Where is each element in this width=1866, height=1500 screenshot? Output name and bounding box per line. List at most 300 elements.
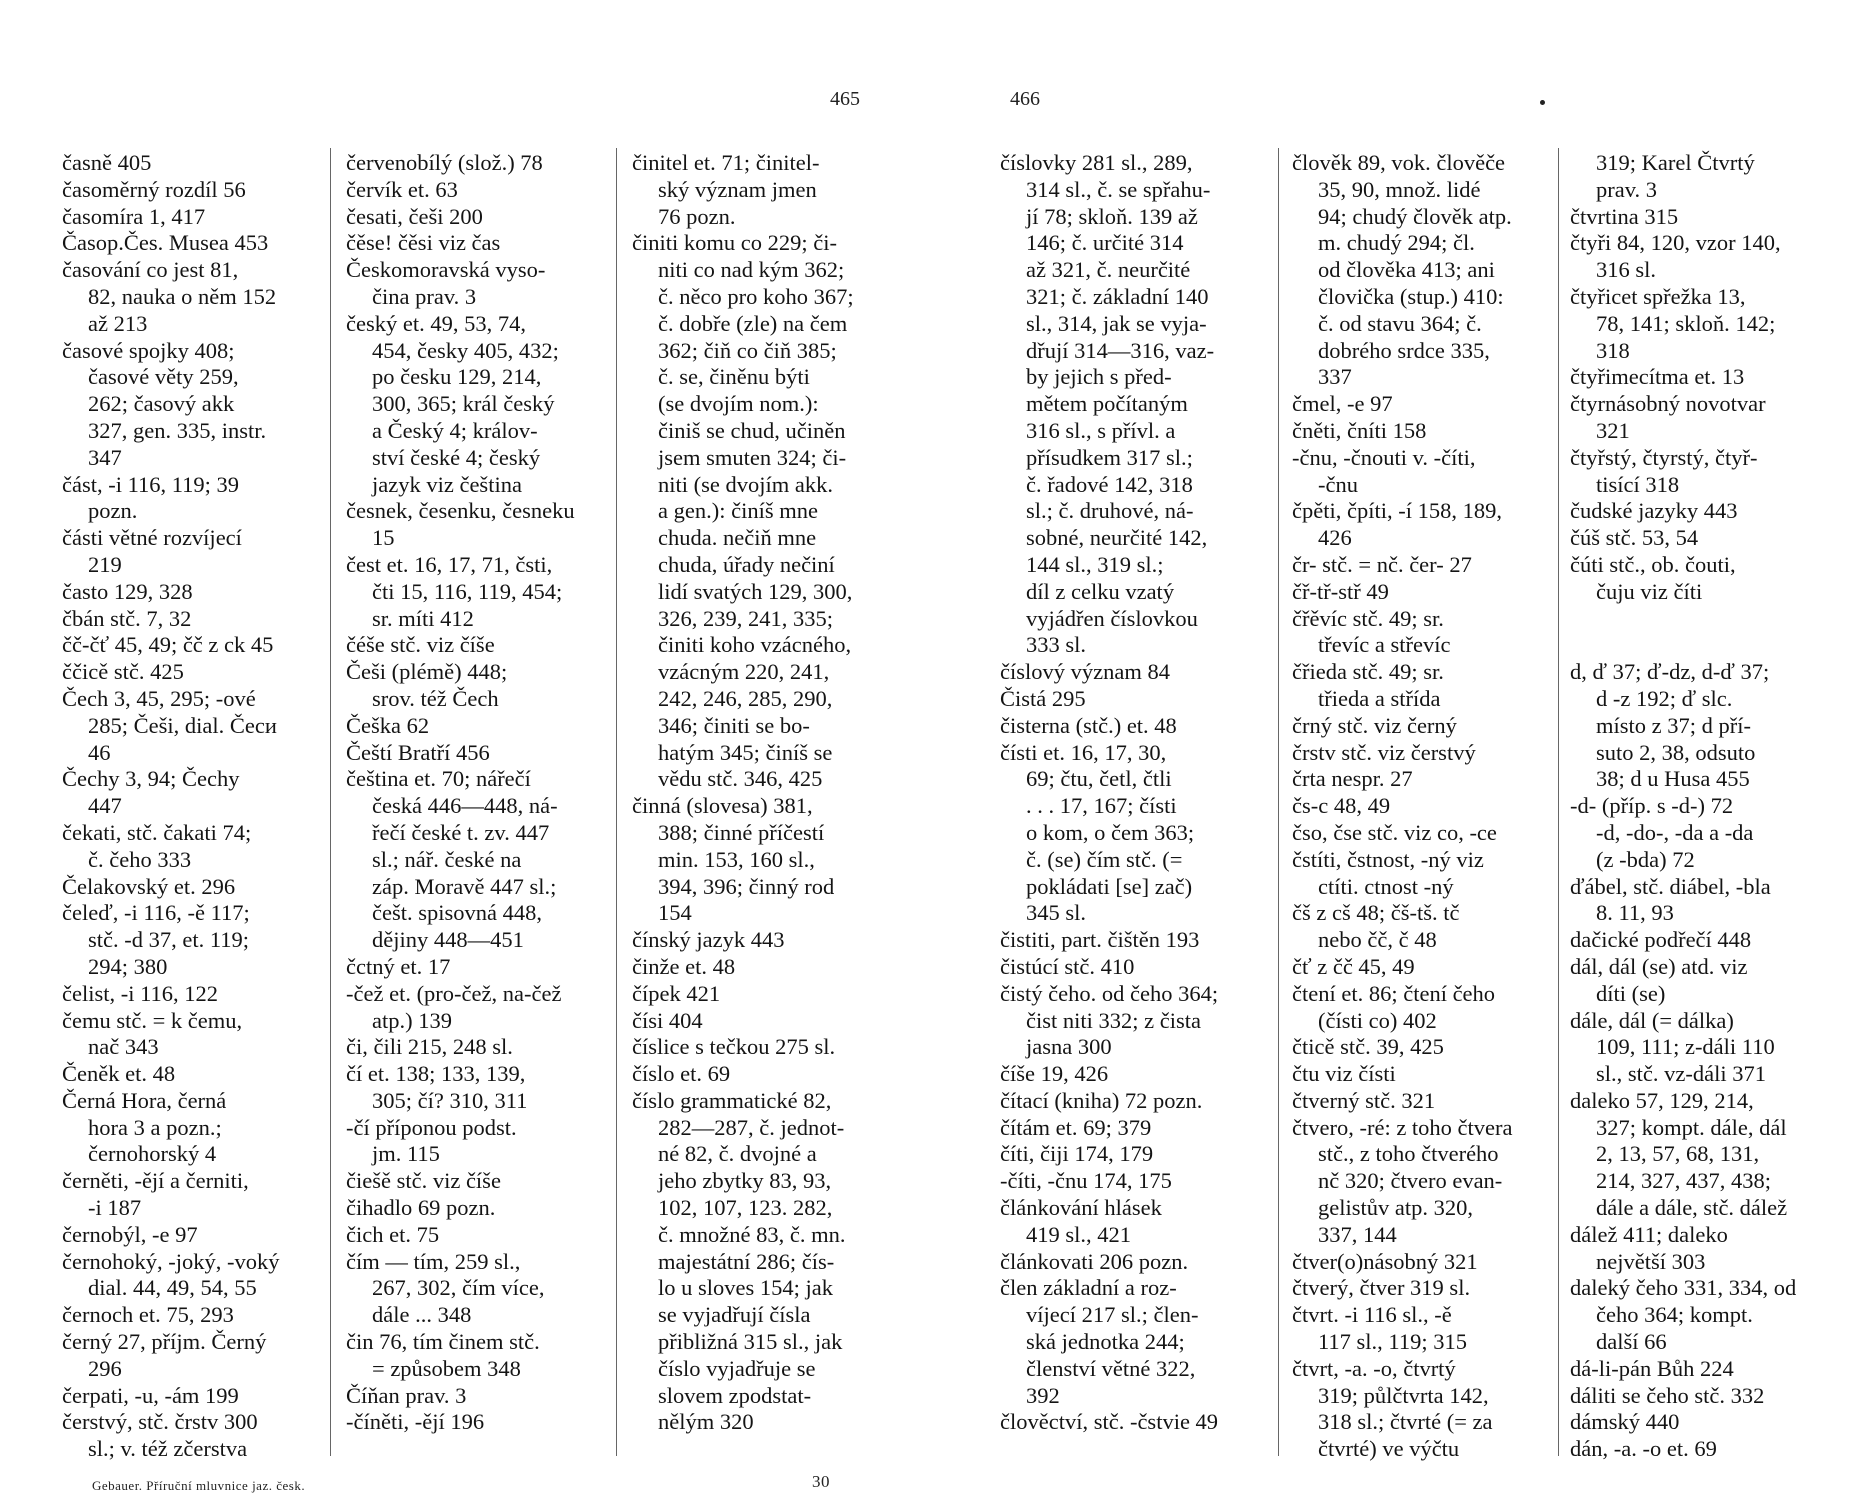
index-line: niti (se dvojím akk.: [658, 471, 833, 497]
index-line: č. (se) čím stč. (=: [1026, 846, 1183, 872]
index-line: dobrého srdce 335,: [1318, 337, 1490, 363]
index-column: [1000, 150, 1218, 1436]
index-line: m. chudý 294; čl.: [1318, 230, 1475, 256]
index-line: největší 303: [1596, 1248, 1706, 1274]
index-line: 337: [1318, 364, 1352, 390]
index-line: čuju viz číti: [1596, 578, 1703, 604]
index-line: pozn.: [88, 498, 138, 524]
index-line: číslo vyjadřuje se: [658, 1355, 816, 1381]
index-line: 319; půlčtvrta 142,: [1318, 1382, 1489, 1408]
index-line: 76 pozn.: [658, 203, 736, 229]
index-line: č. od stavu 364; č.: [1318, 310, 1482, 336]
index-line: a gen.): činíš mne: [658, 498, 818, 524]
index-line: činiš se chud, učiněn: [658, 417, 846, 443]
index-line: čúš stč. 53, 54: [1570, 525, 1699, 551]
index-line: červík et. 63: [346, 176, 458, 202]
index-line: [1570, 632, 1796, 659]
index-line: čtvrt. -i 116 sl., -ě: [1292, 1302, 1452, 1328]
index-line: 419 sl., 421: [1026, 1221, 1132, 1247]
column-divider: [616, 148, 617, 1456]
index-line: čípek 421: [632, 980, 721, 1006]
index-line: 285; Češi, dial. Čeси: [88, 712, 277, 738]
index-line: čudské jazyky 443: [1570, 498, 1738, 524]
index-line: čéše stč. viz číše: [346, 632, 495, 658]
index-line: řečí české t. zv. 447: [372, 819, 550, 845]
index-line: po česku 129, 214,: [372, 364, 542, 390]
index-line: Čistá 295: [1000, 685, 1086, 711]
index-line: člověk 89, vok. člověče: [1292, 150, 1506, 175]
index-line: Čech 3, 45, 295; -ové: [62, 685, 256, 711]
index-line: čřěvíc stč. 49; sr.: [1292, 605, 1444, 631]
index-line: -číti, -čnu 174, 175: [1000, 1168, 1172, 1194]
index-line: d -z 192; ď slc.: [1596, 685, 1733, 711]
index-line: dáliti se čeho stč. 332: [1570, 1382, 1765, 1408]
index-line: čtyřicet spřežka 13,: [1570, 283, 1746, 309]
index-line: -d- (příp. s -d-) 72: [1570, 793, 1734, 819]
index-line: 242, 246, 285, 290,: [658, 685, 833, 711]
index-line: čelist, -i 116, 122: [62, 980, 219, 1006]
index-line: vzácným 220, 241,: [658, 659, 830, 685]
index-line: se vyjadřují čísla: [658, 1302, 811, 1328]
index-line: [1570, 606, 1796, 633]
index-line: ďábel, stč. diábel, -bla: [1570, 873, 1771, 899]
index-line: 69; čtu, četl, čtli: [1026, 766, 1172, 792]
index-line: (čísti co) 402: [1318, 1007, 1437, 1033]
index-line: čím — tím, 259 sl.,: [346, 1248, 521, 1274]
index-line: černěti, -ějí a černiti,: [62, 1168, 249, 1194]
index-line: 146; č. určité 314: [1026, 230, 1184, 256]
index-line: číslo grammatické 82,: [632, 1087, 832, 1113]
index-line: čeleď, -i 116, -ě 117;: [62, 900, 250, 926]
index-line: čť z čč 45, 49: [1292, 953, 1415, 979]
index-line: nělým 320: [658, 1409, 754, 1435]
index-line: črta nespr. 27: [1292, 766, 1413, 792]
index-line: 346; činiti se bo-: [658, 712, 810, 738]
index-line: čbán stč. 7, 32: [62, 605, 192, 631]
index-line: -čí příponou podst.: [346, 1114, 517, 1140]
index-line: čti 15, 116, 119, 454;: [372, 578, 563, 604]
index-line: vědu stč. 346, 425: [658, 766, 823, 792]
index-line: čisterna (stč.) et. 48: [1000, 712, 1177, 738]
index-line: čtyřimecítma et. 13: [1570, 364, 1745, 390]
index-line: 154: [658, 900, 692, 926]
ink-dot: [1540, 100, 1545, 105]
index-line: čúti stč., ob. čouti,: [1570, 551, 1736, 577]
index-line: dačické podřečí 448: [1570, 927, 1752, 953]
index-line: 333 sl.: [1026, 632, 1087, 658]
index-line: česati, češi 200: [346, 203, 483, 229]
index-line: dál, dál (se) atd. viz: [1570, 953, 1748, 979]
index-line: . . . 17, 167; čísti: [1026, 793, 1177, 819]
index-line: čtyři 84, 120, vzor 140,: [1570, 230, 1781, 256]
index-line: 15: [372, 525, 395, 551]
index-line: časoměrný rozdíl 56: [62, 176, 246, 202]
index-line: časování co jest 81,: [62, 257, 239, 283]
index-line: -čnu, -čnouti v. -číti,: [1292, 444, 1476, 470]
index-line: čr- stč. = nč. čer- 27: [1292, 551, 1472, 577]
index-line: český et. 49, 53, 74,: [346, 310, 526, 336]
index-line: 117 sl., 119; 315: [1318, 1329, 1467, 1355]
index-line: čerstvý, stč. črstv 300: [62, 1409, 258, 1435]
index-column: [1570, 150, 1796, 1463]
index-line: jsem smuten 324; či-: [658, 444, 847, 470]
index-line: česnek, česenku, česneku: [346, 498, 575, 524]
index-line: části větné rozvíjecí: [62, 525, 242, 551]
index-line: čso, čse stč. viz co, -ce: [1292, 819, 1497, 845]
index-line: 219: [88, 551, 122, 577]
index-line: dále a dále, stč. dálež: [1596, 1195, 1788, 1221]
column-divider: [1278, 148, 1279, 1456]
index-line: černobýl, -e 97: [62, 1221, 198, 1247]
index-line: čř-tř-stř 49: [1292, 578, 1389, 604]
index-line: číslice s tečkou 275 sl.: [632, 1034, 836, 1060]
index-line: Čeněk et. 48: [62, 1061, 176, 1087]
index-line: česká 446—448, ná-: [372, 793, 558, 819]
index-line: 316 sl.: [1596, 257, 1657, 283]
index-line: mětem počítaným: [1026, 391, 1188, 417]
index-line: 318 sl.; čtvrté (= za: [1318, 1409, 1493, 1435]
index-line: časové věty 259,: [88, 364, 239, 390]
index-line: srov. též Čech: [372, 685, 499, 711]
index-line: o kom, o čem 363;: [1026, 819, 1195, 845]
index-line: č. se, činěnu býti: [658, 364, 810, 390]
column-divider: [330, 148, 331, 1456]
index-line: čš z cš 48; čš-tš. tč: [1292, 900, 1460, 926]
index-line: čina prav. 3: [372, 283, 477, 309]
index-line: a Český 4; králov-: [372, 417, 538, 443]
index-line: 326, 239, 241, 335;: [658, 605, 834, 631]
index-line: (se dvojím nom.):: [658, 391, 819, 417]
index-line: 362; čiň co čiň 385;: [658, 337, 837, 363]
index-line: čistý čeho. od čeho 364;: [1000, 980, 1219, 1006]
index-line: 319; Karel Čtvrtý: [1596, 150, 1755, 175]
index-line: črný stč. viz černý: [1292, 712, 1457, 738]
index-line: dějiny 448—451: [372, 927, 524, 953]
index-line: 144 sl., 319 sl.;: [1026, 551, 1164, 577]
index-line: hatým 345; činíš se: [658, 739, 833, 765]
index-line: čí et. 138; 133, 139,: [346, 1061, 526, 1087]
index-line: třieda a střída: [1318, 685, 1441, 711]
index-line: Číňan prav. 3: [346, 1382, 467, 1408]
index-line: záp. Moravě 447 sl.;: [372, 873, 557, 899]
index-line: čmel, -e 97: [1292, 391, 1393, 417]
index-column: [632, 150, 854, 1436]
index-line: čítám et. 69; 379: [1000, 1114, 1152, 1140]
index-line: 318: [1596, 337, 1630, 363]
index-line: Čechy 3, 94; Čechy: [62, 766, 240, 792]
index-line: část, -i 116, 119; 39: [62, 471, 240, 497]
index-line: číti, čiji 174, 179: [1000, 1141, 1154, 1167]
index-line: článkovati 206 pozn.: [1000, 1248, 1189, 1274]
index-line: -čež et. (pro-čež, na-čež: [346, 980, 562, 1006]
index-line: čeho 364; kompt.: [1596, 1302, 1753, 1328]
index-line: daleko 57, 129, 214,: [1570, 1087, 1754, 1113]
index-line: čřieda stč. 49; sr.: [1292, 659, 1444, 685]
index-line: 388; činné příčestí: [658, 819, 825, 845]
index-line: díti (se): [1596, 980, 1666, 1006]
index-line: místo z 37; d pří-: [1596, 712, 1751, 738]
index-line: činitel et. 71; činitel-: [632, 150, 820, 175]
index-line: 345 sl.: [1026, 900, 1087, 926]
index-line: od člověka 413; ani: [1318, 257, 1495, 283]
index-line: ččicě stč. 425: [62, 659, 184, 685]
index-line: jí 78; skloň. 139 až: [1026, 203, 1198, 229]
index-line: 214, 327, 437, 438;: [1596, 1168, 1772, 1194]
index-line: sl.; nář. české na: [372, 846, 522, 872]
index-line: č. něco pro koho 367;: [658, 283, 854, 309]
index-line: 2, 13, 57, 68, 131,: [1596, 1141, 1760, 1167]
index-line: vyjádřen číslovkou: [1026, 605, 1198, 631]
index-line: Čelakovský et. 296: [62, 873, 236, 899]
index-line: černoch et. 75, 293: [62, 1302, 234, 1328]
index-line: Češka 62: [346, 712, 430, 738]
column-divider: [1558, 148, 1559, 1456]
index-line: 305; čí? 310, 311: [372, 1087, 528, 1113]
index-line: č. dobře (zle) na čem: [658, 310, 848, 336]
index-line: časové spojky 408;: [62, 337, 235, 363]
index-line: 392: [1026, 1382, 1060, 1408]
index-line: čemu stč. = k čemu,: [62, 1007, 243, 1033]
index-line: časně 405: [62, 150, 152, 175]
index-line: stč. -d 37, et. 119;: [88, 927, 250, 953]
index-line: 102, 107, 123. 282,: [658, 1195, 833, 1221]
index-line: čísti et. 16, 17, 30,: [1000, 739, 1167, 765]
index-line: nač 343: [88, 1034, 159, 1060]
index-line: sr. míti 412: [372, 605, 474, 631]
index-line: Češi (plémě) 448;: [346, 659, 508, 685]
index-line: až 321, č. neurčité: [1026, 257, 1191, 283]
index-line: čticě stč. 39, 425: [1292, 1034, 1444, 1060]
index-line: činiti koho vzácného,: [658, 632, 852, 658]
index-line: časomíra 1, 417: [62, 203, 206, 229]
index-line: článkování hlásek: [1000, 1195, 1162, 1221]
index-line: čínský jazyk 443: [632, 927, 785, 953]
index-line: min. 153, 160 sl.,: [658, 846, 815, 872]
index-line: č. množné 83, č. mn.: [658, 1221, 846, 1247]
index-line: 294; 380: [88, 953, 168, 979]
footer-title: Gebauer. Příruční mluvnice jaz. česk.: [92, 1478, 306, 1493]
index-line: často 129, 328: [62, 578, 193, 604]
index-line: jm. 115: [372, 1141, 440, 1167]
index-line: dial. 44, 49, 54, 55: [88, 1275, 257, 1301]
index-line: 447: [88, 793, 122, 819]
index-line: pokládati [se] zač): [1026, 873, 1193, 899]
index-line: chuda. nečiň mne: [658, 525, 817, 551]
index-line: Černá Hora, černá: [62, 1087, 227, 1113]
index-line: čč-čť 45, 49; čč z ck 45: [62, 632, 274, 658]
index-line: 46: [88, 739, 111, 765]
index-line: 337, 144: [1318, 1221, 1397, 1247]
index-line: číslo et. 69: [632, 1061, 731, 1087]
index-line: 454, česky 405, 432;: [372, 337, 559, 363]
index-line: čtverný stč. 321: [1292, 1087, 1436, 1113]
index-line: daleký čeho 331, 334, od: [1570, 1275, 1797, 1301]
index-line: 296: [88, 1355, 122, 1381]
index-line: čctný et. 17: [346, 953, 451, 979]
index-line: slovem zpodstat-: [658, 1382, 812, 1408]
index-line: češt. spisovná 448,: [372, 900, 542, 926]
index-line: čich et. 75: [346, 1221, 440, 1247]
index-line: čekati, stč. čakati 74;: [62, 819, 252, 845]
index-line: čistiti, part. čištěn 193: [1000, 927, 1200, 953]
index-line: hora 3 a pozn.;: [88, 1114, 222, 1140]
page-number: 465: [830, 88, 860, 110]
index-line: či, čili 215, 248 sl.: [346, 1034, 513, 1060]
index-line: čin 76, tím činem stč.: [346, 1329, 540, 1355]
index-line: čtverý, čtver 319 sl.: [1292, 1275, 1471, 1301]
index-line: nč 320; čtvero evan-: [1318, 1168, 1503, 1194]
index-line: černohoký, -joký, -voký: [62, 1248, 280, 1274]
index-line: 300, 365; král český: [372, 391, 555, 417]
index-line: člověctví, stč. -čstvie 49: [1000, 1409, 1219, 1435]
index-line: d, ď 37; ď-dz, d-ď 37;: [1570, 659, 1770, 685]
index-line: lidí svatých 129, 300,: [658, 578, 853, 604]
index-line: dálež 411; daleko: [1570, 1221, 1728, 1247]
index-line: 314 sl., č. se spřahu-: [1026, 176, 1211, 202]
index-line: 316 sl., s přívl. a: [1026, 417, 1176, 443]
index-line: dá-li-pán Bůh 224: [1570, 1355, 1734, 1381]
index-line: atp.) 139: [372, 1007, 452, 1033]
index-line: červenobílý (slož.) 78: [346, 150, 543, 175]
index-line: přísudkem 317 sl.;: [1026, 444, 1193, 470]
index-line: Českomoravská vyso-: [346, 257, 546, 283]
index-line: ctíti. ctnost -ný: [1318, 873, 1454, 899]
index-line: čtyřstý, čtyrstý, čtyř-: [1570, 444, 1758, 470]
index-line: 327, gen. 335, instr.: [88, 417, 267, 443]
index-line: suto 2, 38, odsuto: [1596, 739, 1756, 765]
index-line: sl.; v. též zčerstva: [88, 1436, 248, 1462]
index-line: ství české 4; český: [372, 444, 541, 470]
index-line: majestátní 286; čís-: [658, 1248, 835, 1274]
index-line: černohorský 4: [88, 1141, 217, 1167]
index-line: čtu viz čísti: [1292, 1061, 1396, 1087]
index-line: sl., 314, jak se vyja-: [1026, 310, 1207, 336]
index-line: 94; chudý člověk atp.: [1318, 203, 1512, 229]
index-line: 78, 141; skloň. 142;: [1596, 310, 1776, 336]
index-line: sl.; č. druhové, ná-: [1026, 498, 1194, 524]
index-line: přibližná 315 sl., jak: [658, 1329, 843, 1355]
index-line: dřují 314—316, vaz-: [1026, 337, 1215, 363]
signature-mark: 30: [812, 1472, 830, 1491]
index-column: [1292, 150, 1513, 1463]
index-line: čihadlo 69 pozn.: [346, 1195, 496, 1221]
index-line: číše 19, 426: [1000, 1061, 1109, 1087]
index-line: čeština et. 70; nářečí: [346, 766, 531, 792]
index-line: číslovky 281 sl., 289,: [1000, 150, 1193, 175]
index-line: 35, 90, množ. lidé: [1318, 176, 1481, 202]
index-line: chuda, úřady nečiní: [658, 551, 835, 577]
index-line: ský význam jmen: [658, 176, 817, 202]
index-line: činže et. 48: [632, 953, 736, 979]
index-line: niti co nad kým 362;: [658, 257, 845, 283]
index-line: 321; č. základní 140: [1026, 283, 1209, 309]
index-line: čněti, čníti 158: [1292, 417, 1427, 443]
index-line: 8. 11, 93: [1596, 900, 1674, 926]
index-line: 321: [1596, 417, 1630, 443]
index-line: jazyk viz čeština: [372, 471, 522, 497]
index-column: [62, 150, 279, 1463]
index-line: sl., stč. vz-dáli 371: [1596, 1061, 1766, 1087]
index-line: další 66: [1596, 1329, 1667, 1355]
index-line: černý 27, příjm. Černý: [62, 1329, 267, 1355]
index-line: čísi 404: [632, 1007, 703, 1033]
index-line: človička (stup.) 410:: [1318, 283, 1504, 309]
index-line: čerpati, -u, -ám 199: [62, 1382, 239, 1408]
index-line: jeho zbytky 83, 93,: [658, 1168, 832, 1194]
index-line: čiešě stč. viz číše: [346, 1168, 501, 1194]
index-line: nebo čč, č 48: [1318, 927, 1437, 953]
index-line: čest et. 16, 17, 71, čsti,: [346, 551, 553, 577]
index-line: Časop.Čes. Musea 453: [62, 230, 269, 256]
index-line: = způsobem 348: [372, 1355, 521, 1381]
index-line: prav. 3: [1596, 176, 1658, 202]
index-line: člen základní a roz-: [1000, 1275, 1177, 1301]
index-line: Čeští Bratří 456: [346, 739, 490, 765]
index-line: 394, 396; činný rod: [658, 873, 835, 899]
index-line: by jejich s před-: [1026, 364, 1172, 390]
index-line: 267, 302, čím více,: [372, 1275, 545, 1301]
index-line: 327; kompt. dále, dál: [1596, 1114, 1787, 1140]
index-line: čs-c 48, 49: [1292, 793, 1391, 819]
index-line: -i 187: [88, 1195, 142, 1221]
index-line: činná (slovesa) 381,: [632, 793, 813, 819]
index-line: čtyrnásobný novotvar: [1570, 391, 1766, 417]
index-line: čtvero, -ré: z toho čtvera: [1292, 1114, 1513, 1140]
index-line: až 213: [88, 310, 148, 336]
index-line: gelistův atp. 320,: [1318, 1195, 1473, 1221]
index-line: 38; d u Husa 455: [1596, 766, 1750, 792]
index-line: ská jednotka 244;: [1026, 1329, 1185, 1355]
index-line: stč., z toho čtveréhо: [1318, 1141, 1499, 1167]
index-line: čěse! čěsi viz čas: [346, 230, 501, 256]
index-line: lo u sloves 154; jak: [658, 1275, 833, 1301]
index-line: č. řadové 142, 318: [1026, 471, 1193, 497]
index-line: 82, nauka o něm 152: [88, 283, 277, 309]
index-line: činiti komu co 229; či-: [632, 230, 837, 256]
page-number: 466: [1010, 88, 1040, 110]
index-line: 426: [1318, 525, 1352, 551]
index-line: čstíti, čstnost, -ný viz: [1292, 846, 1484, 872]
index-line: tisící 318: [1596, 471, 1680, 497]
index-line: 347: [88, 444, 122, 470]
index-line: -čnu: [1318, 471, 1358, 497]
index-line: díl z celku vzatý: [1026, 578, 1175, 604]
index-line: (z -bda) 72: [1596, 846, 1695, 872]
index-line: čtvrté) ve výčtu: [1318, 1436, 1460, 1462]
index-line: 262; časový akk: [88, 391, 235, 417]
index-line: 282—287, č. jednot-: [658, 1114, 845, 1140]
index-line: -číněti, -ějí 196: [346, 1409, 485, 1435]
index-line: dán, -a. -o et. 69: [1570, 1436, 1717, 1462]
index-column: [346, 150, 575, 1436]
index-line: né 82, č. dvojné a: [658, 1141, 817, 1167]
index-line: sobné, neurčité 142,: [1026, 525, 1208, 551]
index-line: -d, -do-, -da a -da: [1596, 819, 1754, 845]
index-line: dále, dál (= dálka): [1570, 1007, 1734, 1033]
index-line: jasna 300: [1026, 1034, 1112, 1060]
index-line: víjecí 217 sl.; člen-: [1026, 1302, 1199, 1328]
index-line: čtení et. 86; čtení čeho: [1292, 980, 1496, 1006]
index-line: třevíc a střevíc: [1318, 632, 1451, 658]
index-line: čtvrtina 315: [1570, 203, 1679, 229]
index-line: čtver(o)násobný 321: [1292, 1248, 1478, 1274]
index-line: črstv stč. viz čerstvý: [1292, 739, 1476, 765]
index-line: 109, 111; z-dáli 110: [1596, 1034, 1775, 1060]
index-line: čist niti 332; z čista: [1026, 1007, 1201, 1033]
index-line: členství větné 322,: [1026, 1355, 1196, 1381]
index-line: čítací (kniha) 72 pozn.: [1000, 1087, 1203, 1113]
index-line: čpěti, čpíti, -í 158, 189,: [1292, 498, 1502, 524]
